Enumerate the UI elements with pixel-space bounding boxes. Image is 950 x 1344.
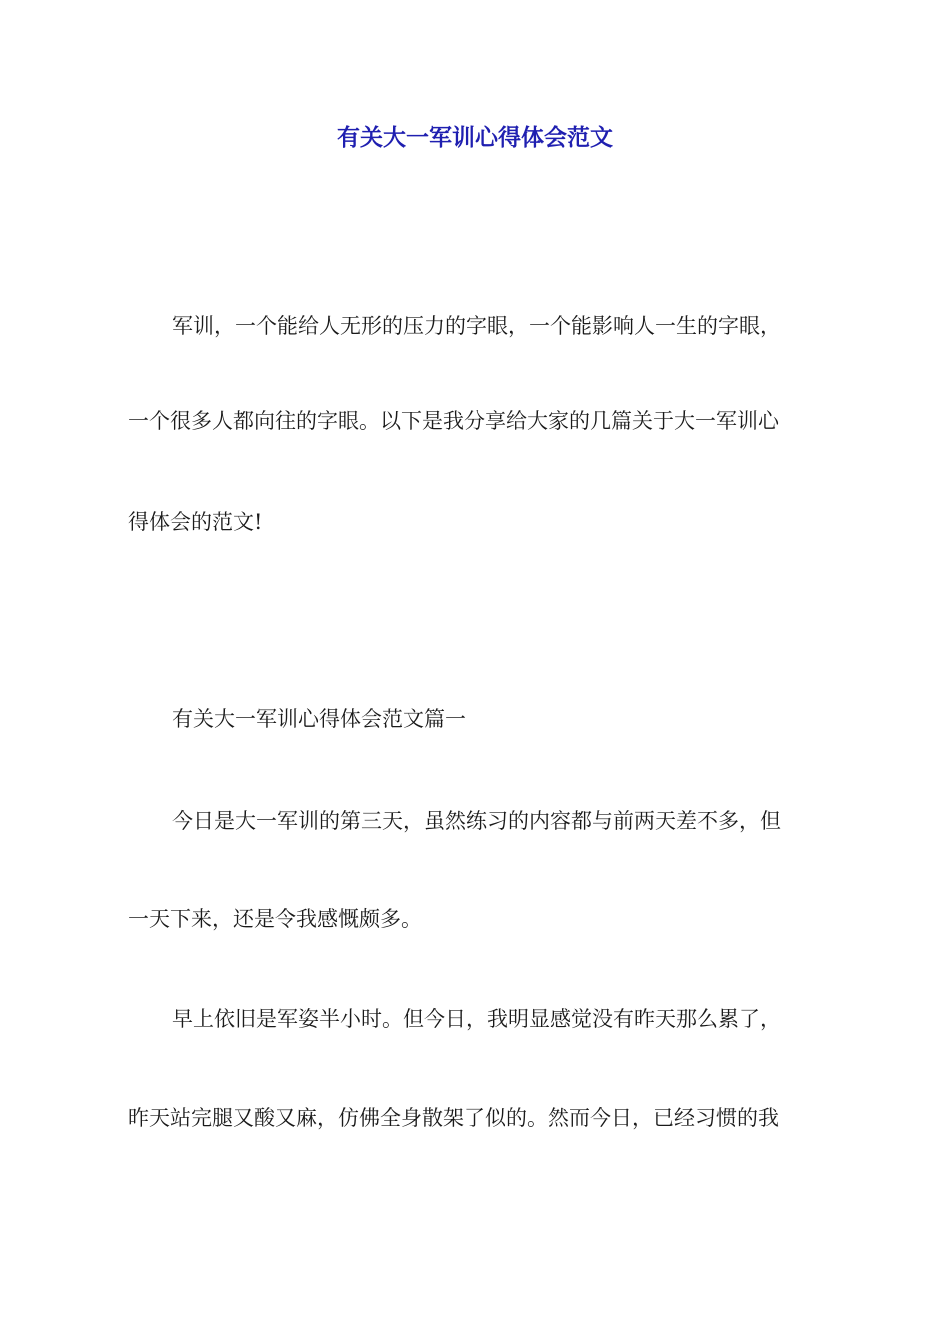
paragraph-line: 早上依旧是军姿半小时。但今日，我明显感觉没有昨天那么累了，: [172, 1007, 781, 1031]
paragraph-line: 一天下来，还是令我感慨颇多。: [128, 907, 422, 931]
paragraph-line: 一个很多人都向往的字眼。以下是我分享给大家的几篇关于大一军训心: [128, 409, 779, 433]
paragraph-line: 昨天站完腿又酸又麻，仿佛全身散架了似的。然而今日，已经习惯的我: [128, 1106, 779, 1130]
document-title: 有关大一军训心得体会范文: [337, 125, 613, 151]
paragraph-line: 今日是大一军训的第三天，虽然练习的内容都与前两天差不多，但: [172, 809, 781, 833]
paragraph-line: 军训，一个能给人无形的压力的字眼，一个能影响人一生的字眼，: [172, 314, 781, 338]
paragraph-line: 得体会的范文!: [128, 510, 263, 534]
section-heading: 有关大一军训心得体会范文篇一: [172, 707, 466, 731]
